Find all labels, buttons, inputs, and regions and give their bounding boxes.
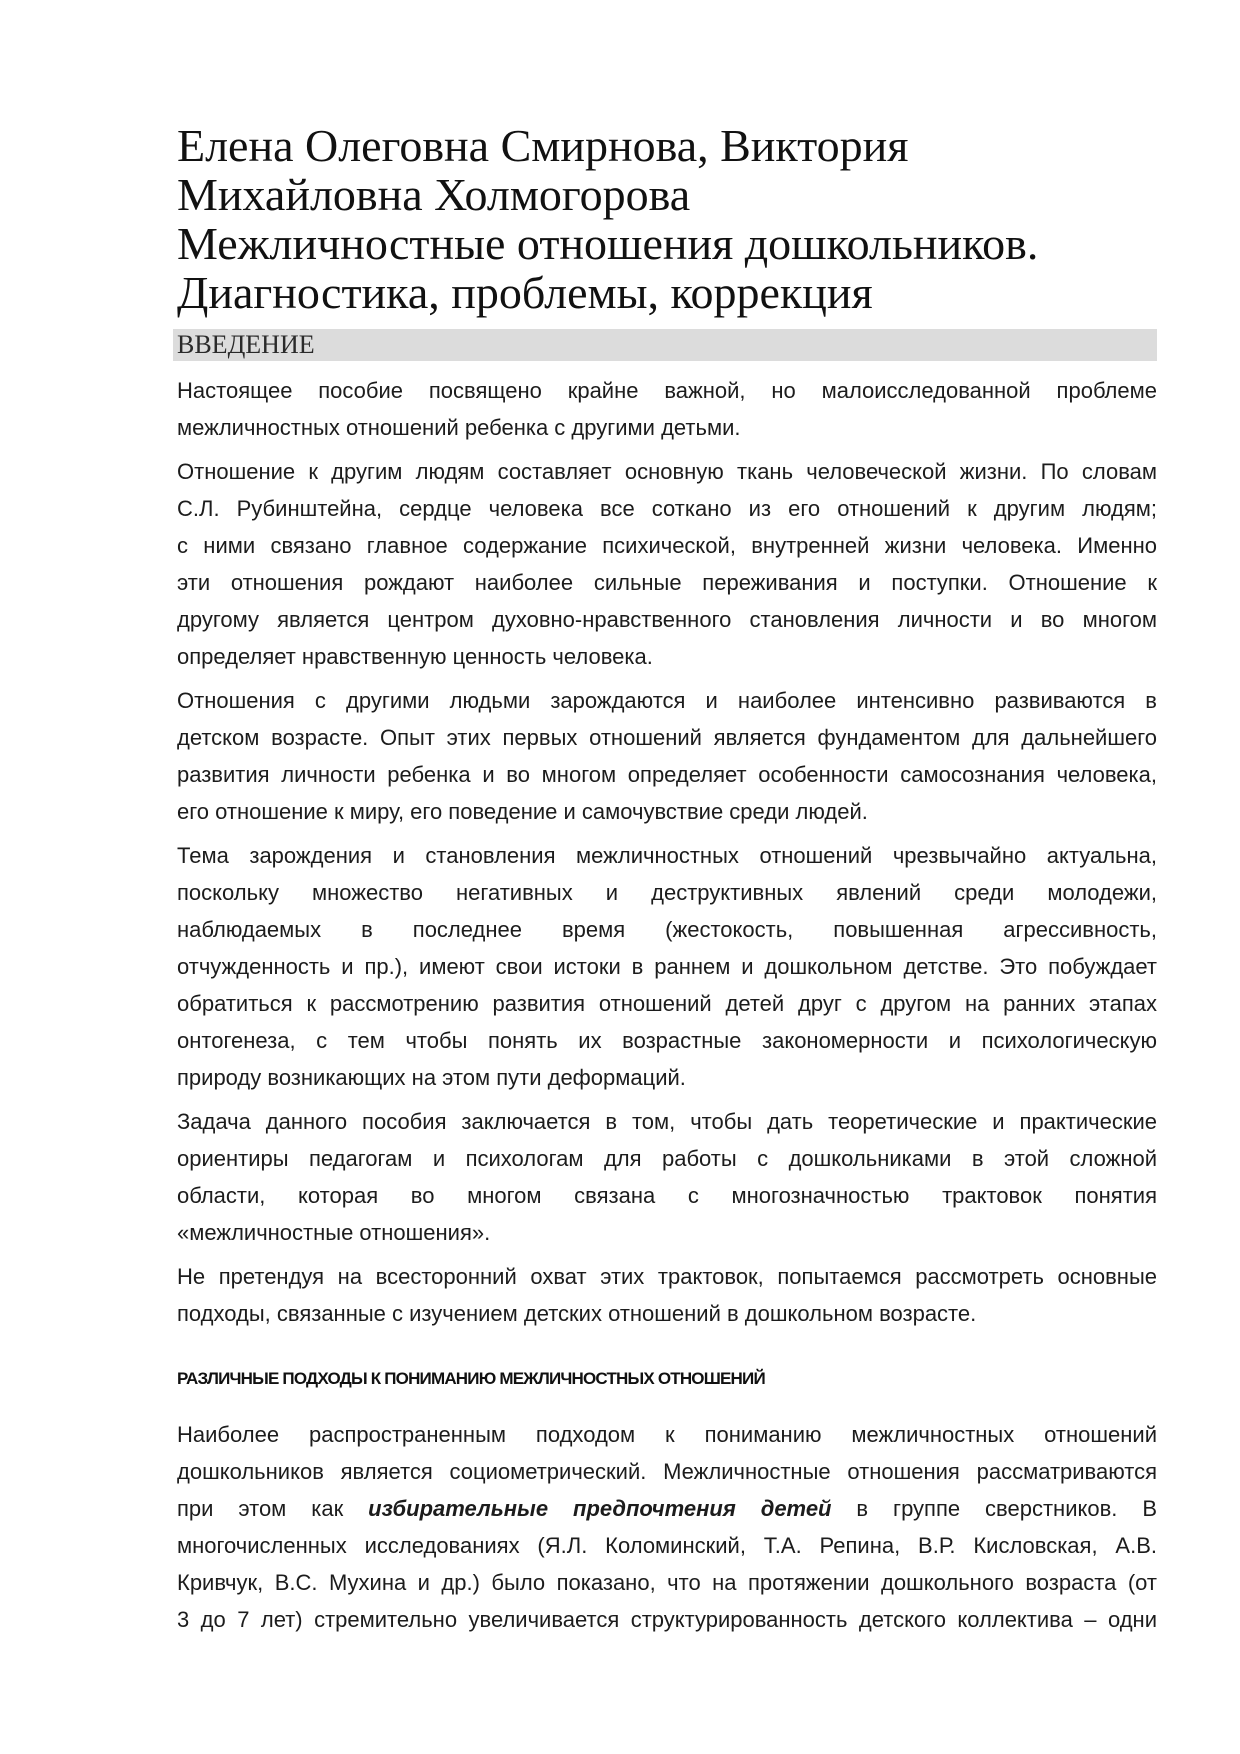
text-line [177,1564,1157,1601]
document-title [177,121,1177,317]
approach-body [177,1416,1157,1638]
paragraph [177,837,1157,1096]
text-line: эти отношения рождают наиболее сильные переживания и поступки. Отношение к [177,570,1157,595]
text-line [177,1490,1157,1527]
paragraph [177,1103,1157,1251]
text-line: наблюдаемых в последнее время (жестокость, повышенная агрессивность, [177,917,1157,942]
text-line: межличностных отношений ребенка с другими детьми. [177,415,741,440]
text-line: его отношение к миру, его поведение и самочувствие среди людей. [177,799,868,824]
text-line: Отношение к другим людям составляет основную ткань человеческой жизни. По словам [177,459,1157,484]
text-segment: при этом как [177,1496,369,1521]
section-heading: ВВЕДЕНИЕ [177,330,315,359]
text-line: ориентиры педагогам и психологам для работы с дошкольниками в этой сложной [177,1146,1157,1171]
paragraph [177,682,1157,830]
text-line: отчужденность и пр.), имеют свои истоки в раннем и дошкольном детстве. Это побуждает [177,954,1157,979]
text-line: поскольку множество негативных и деструктивных явлений среди молодежи, [177,880,1157,905]
text-line: природу возникающих на этом пути деформаций. [177,1065,686,1090]
text-line: онтогенеза, с тем чтобы понять их возрастные закономерности и психологическую [177,1028,1157,1053]
text-segment: 3 до 7 лет) стремительно увеличивается структурированность детского коллектива – одни [177,1607,1157,1632]
intro-body [177,372,1157,1339]
text-line: с ними связано главное содержание психической, внутренней жизни человека. Именно [177,533,1157,558]
text-line [177,1527,1157,1564]
paragraph [177,453,1157,675]
text-line: другому является центром духовно-нравственного становления личности и во многом [177,607,1157,632]
text-line: области, которая во многом связана с многозначностью трактовок понятия [177,1183,1157,1208]
title-line: Межличностные отношения дошкольников. [177,218,1039,269]
emphasized-text: избирательные предпочтения детей [368,1496,832,1521]
text-line: Тема зарождения и становления межличностных отношений чрезвычайно актуальна, [177,843,1157,868]
text-segment: Кривчук, В.С. Мухина и др.) было показано, что на протяжении дошкольного возраста (от [177,1570,1157,1595]
title-line: Михайловна Холмогорова [177,169,691,220]
text-line [177,1601,1157,1638]
text-line: С.Л. Рубинштейна, сердце человека все соткано из его отношений к другим людям; [177,496,1157,521]
section-header-bar [173,329,1157,361]
text-line [177,1453,1157,1490]
text-line: развития личности ребенка и во многом определяет особенности самосознания человека, [177,762,1157,787]
title-line: Елена Олеговна Смирнова, Виктория [177,120,909,171]
text-line: подходы, связанные с изучением детских отношений в дошкольном возрасте. [177,1301,977,1326]
text-line [177,1416,1157,1453]
text-line: обратиться к рассмотрению развития отношений детей друг с другом на ранних этапах [177,991,1157,1016]
text-segment: в группе сверстников. В [831,1496,1157,1521]
text-segment: Наиболее распространенным подходом к пониманию межличностных отношений [177,1422,1157,1447]
paragraph [177,372,1157,446]
text-line: Задача данного пособия заключается в том, чтобы дать теоретические и практические [177,1109,1157,1134]
text-line: определяет нравственную ценность человека. [177,644,653,669]
text-segment: дошкольников является социометрический. Межличностные отношения рассматриваются [177,1459,1157,1484]
text-line: Не претендуя на всесторонний охват этих трактовок, попытаемся рассмотреть основные [177,1264,1157,1289]
text-line: детском возрасте. Опыт этих первых отношений является фундаментом для дальнейшего [177,725,1157,750]
text-line: «межличностные отношения». [177,1220,491,1245]
text-segment: многочисленных исследованиях (Я.Л. Коломинский, Т.А. Репина, В.Р. Кисловская, А.В. [177,1533,1157,1558]
subheading: РАЗЛИЧНЫЕ ПОДХОДЫ К ПОНИМАНИЮ МЕЖЛИЧНОСТНЫХ ОТНОШЕНИЙ [177,1369,765,1388]
title-line: Диагностика, проблемы, коррекция [177,267,873,318]
text-line: Отношения с другими людьми зарождаются и наиболее интенсивно развиваются в [177,688,1157,713]
paragraph [177,1258,1157,1332]
text-line: Настоящее пособие посвящено крайне важной, но малоисследованной проблеме [177,378,1157,403]
